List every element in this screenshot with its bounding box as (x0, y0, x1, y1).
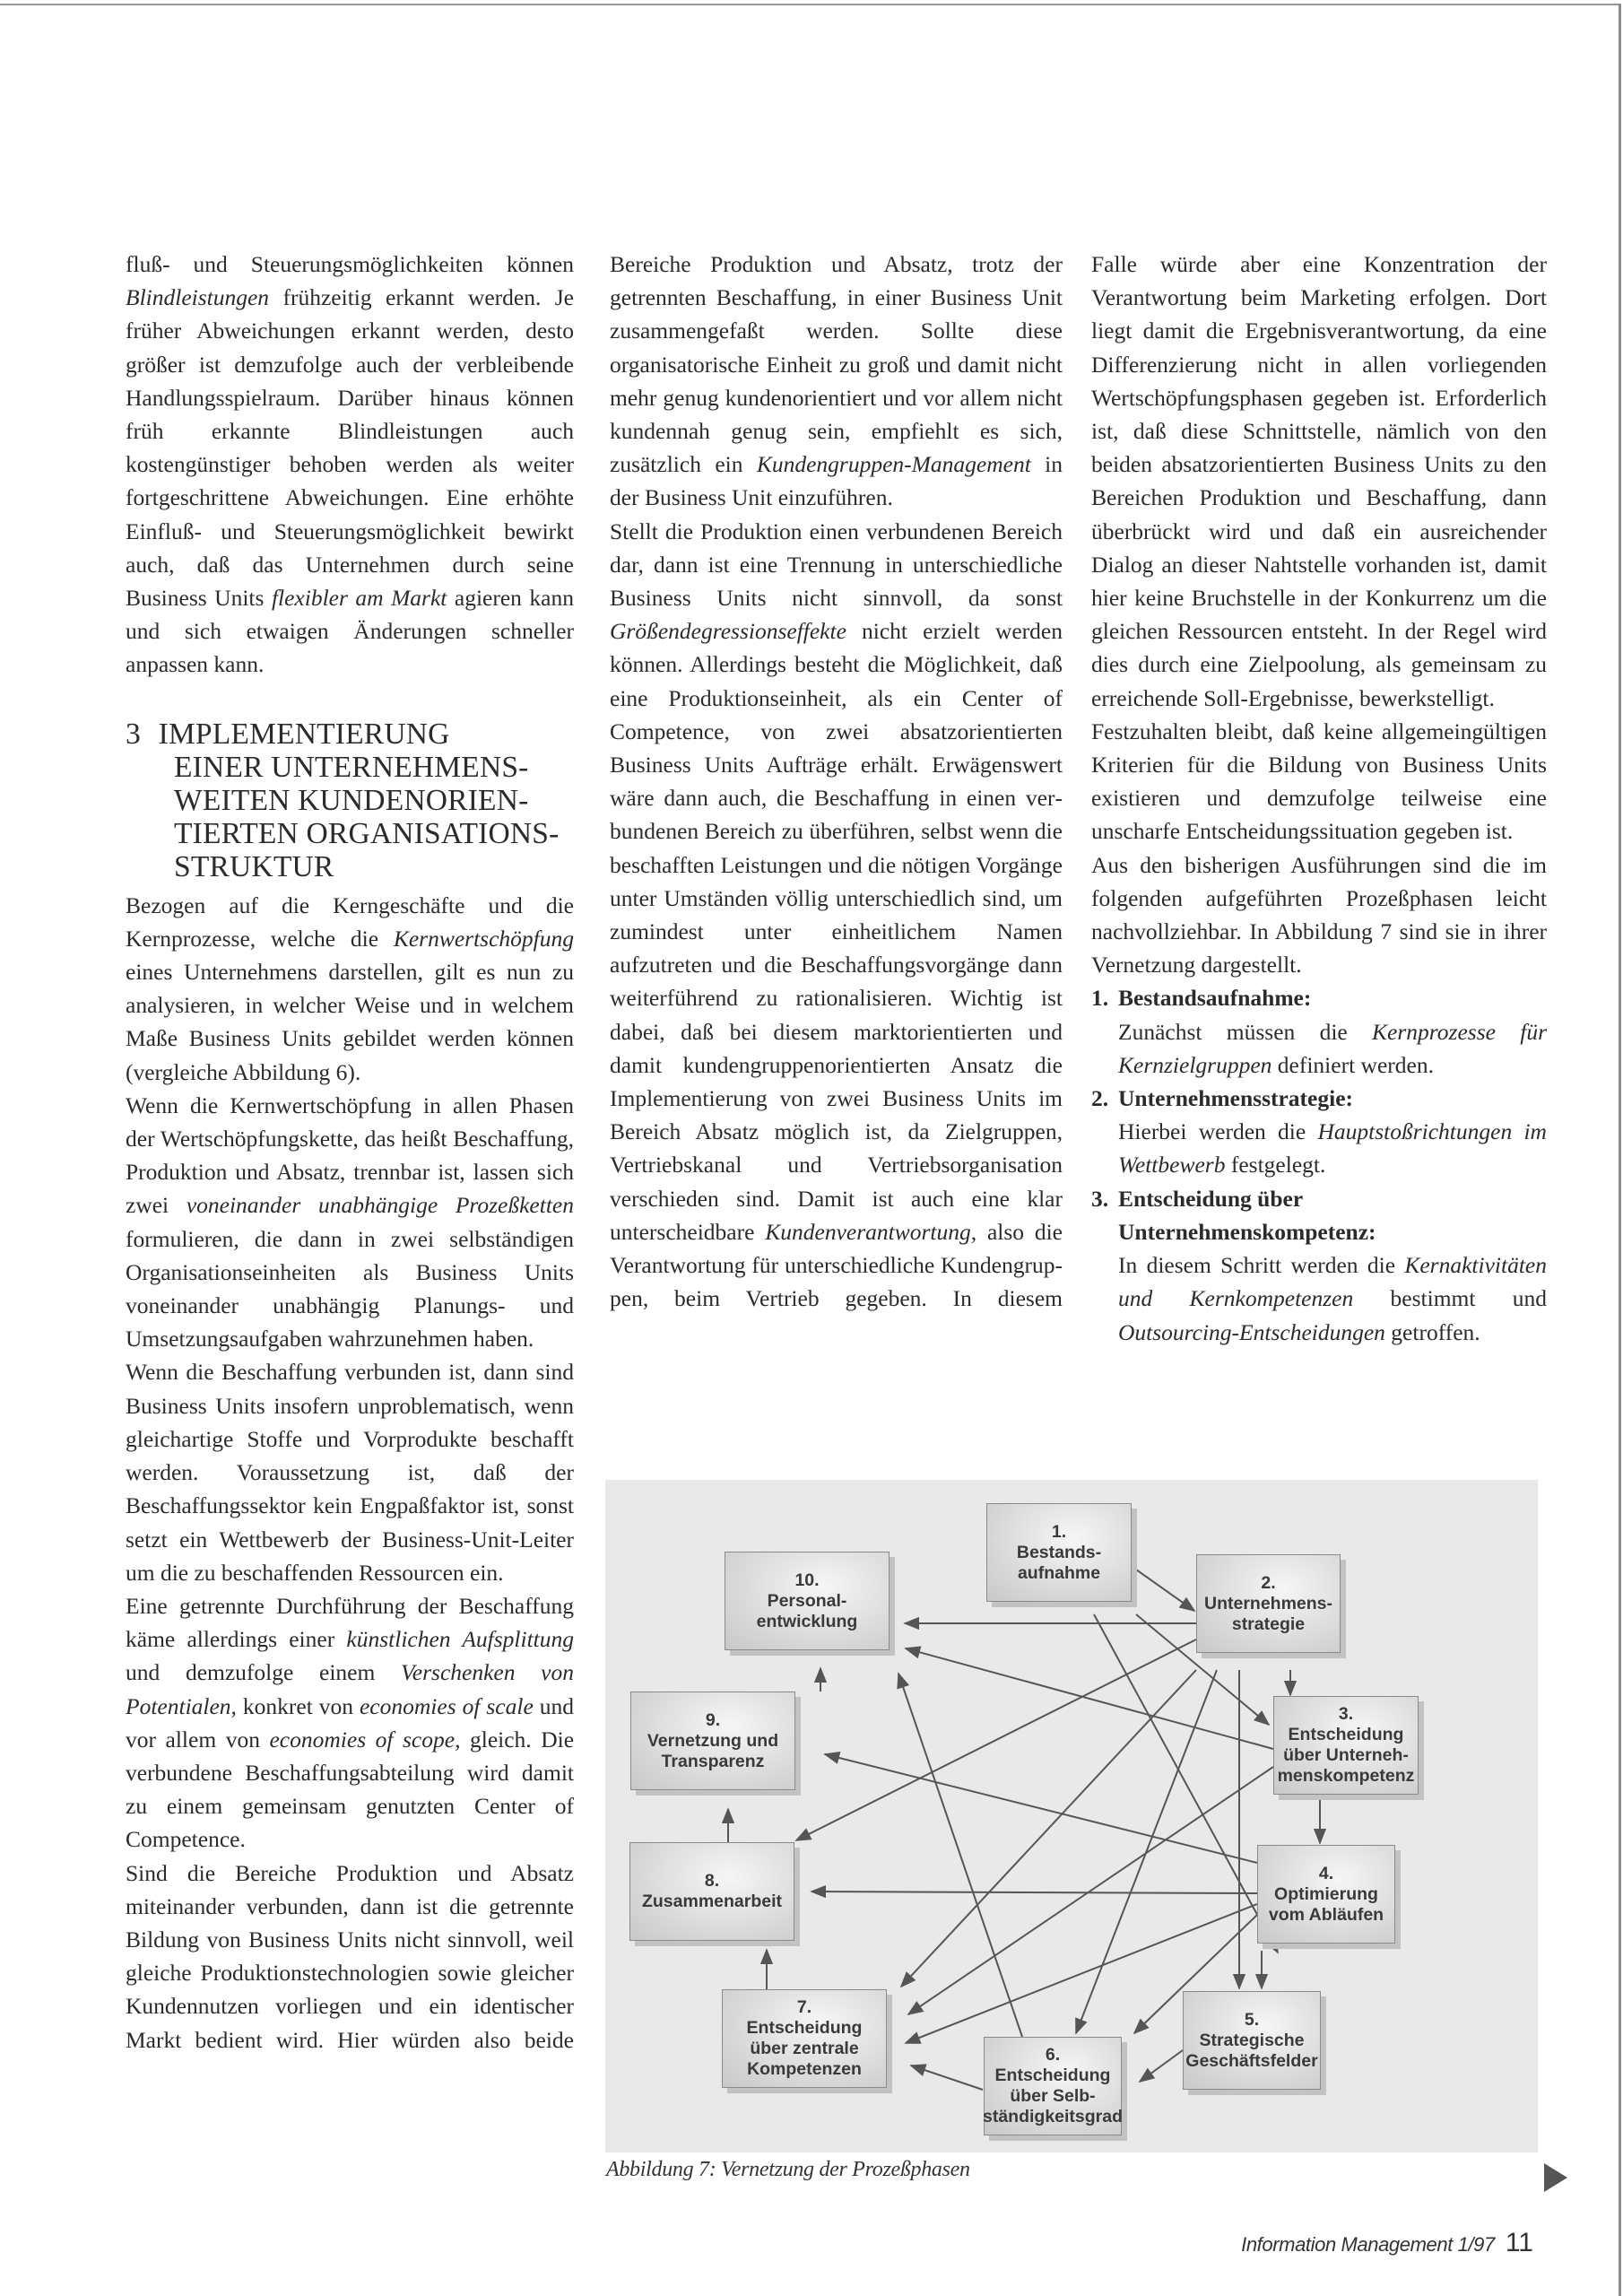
continue-arrow-icon (1544, 2163, 1567, 2192)
node-label: Transparenz (661, 1751, 765, 1771)
node-label: strategie (1231, 1613, 1306, 1634)
text: bestimmt und (1353, 1285, 1547, 1312)
text: In diesem Schritt werden die (1118, 1252, 1405, 1279)
emphasis: Hauptstoßrichtungen im Wettbewerb (1118, 1118, 1547, 1178)
paragraph (610, 248, 1063, 515)
edge-6-10 (898, 1674, 1022, 2037)
paragraph (126, 1589, 574, 1857)
list-item (1091, 981, 1547, 1082)
emphasis: Kernprozesse für Kernzielgruppen (1118, 1018, 1547, 1078)
phase-node-4 (1257, 1845, 1395, 1944)
phase-node-1 (986, 1503, 1132, 1602)
node-number: 1. (1051, 1521, 1067, 1542)
page-edge-right (1619, 4, 1621, 2296)
text: Stellt die Produktion einen verbundenen Bereich dar, dann ist eine Trennung in unterschiedliche Business Units nicht sinnvoll, da sonst (610, 517, 1063, 612)
text: formulieren, die dann in zwei selbständigen Organisationseinheiten als Business Units voneinander unabhängig Planungs- und Umsetzungsaufgaben wahrzunehmen haben. (126, 1225, 574, 1352)
text: Eine getrennte Durchführung der Beschaffung käme allerdings einer (126, 1592, 574, 1653)
phase-node-8 (629, 1842, 794, 1941)
phase-node-2 (1196, 1554, 1341, 1653)
edge-3-10 (906, 1648, 1273, 1749)
list-number: 2. (1091, 1085, 1109, 1112)
paragraph: Festzuhalten bleibt, daß keine allgemeingültigen Kriterien für die Bildung von Business Units existieren und demzufolge teilweise eine unscharfe Entscheidungssituation gegeben ist. (1091, 718, 1547, 845)
emphasis: flexibler am Markt (271, 585, 447, 612)
text: und vor allem von (126, 1692, 574, 1752)
section-number: 3 (126, 717, 141, 751)
node-label: Entscheidung (746, 2018, 863, 2038)
list-item (1091, 1182, 1547, 1349)
edge-5-6 (1140, 2050, 1183, 2082)
node-label: aufnahme (1017, 1562, 1101, 1583)
text: Hierbei werden die (1118, 1118, 1318, 1145)
list-item-body (1091, 1115, 1547, 1181)
phase-node-7 (722, 1989, 887, 2088)
emphasis: economies of scale (359, 1692, 534, 1719)
node-label: Strategische (1199, 2030, 1305, 2050)
heading-line (126, 718, 574, 751)
page-number: 11 (1505, 2228, 1533, 2257)
list-item-body (1091, 1248, 1547, 1349)
middle-column (610, 248, 1063, 1316)
page-footer (1241, 2228, 1533, 2258)
node-number: 3. (1338, 1704, 1354, 1724)
node-label: Bestands- (1016, 1542, 1102, 1562)
text: festgelegt. (1225, 1152, 1326, 1178)
paragraph: Aus den bisherigen Ausführungen sind die im folgenden aufgeführten Prozeßphasen leicht nachvollziehbar. In Abbildung 7 sind sie in ihrer Vernetzung dargestellt. (1091, 851, 1547, 978)
text: getroffen. (1384, 1318, 1480, 1345)
process-phase-list (1091, 981, 1547, 1348)
paragraph: Wenn die Beschaffung verbunden ist, dann sind Business Units insofern unproblematisch, wenn gleichartige Stoffe und Vorprodukte beschafft werden. Voraussetzung ist, daß der Beschaffungssektor kein Engpaßfaktor ist, sonst setzt ein Wettbewerb der Business-Unit-Leiter um die zu beschaffenden Ressourcen ein. (126, 1359, 574, 1586)
heading-line: TIERTEN ORGANISATIONS- (174, 816, 560, 850)
node-label: Geschäftsfelder (1185, 2050, 1318, 2071)
node-label: über zentrale (750, 2039, 859, 2058)
list-number: 3. (1091, 1185, 1109, 1212)
node-label: Entscheidung (1288, 1725, 1404, 1744)
emphasis: Outsourcing-Entscheidungen (1118, 1318, 1385, 1345)
node-number: 2. (1261, 1572, 1276, 1593)
phase-node-9 (630, 1692, 795, 1790)
emphasis: Kernaktivitäten und Kernkompetenzen (1118, 1252, 1547, 1312)
phase-node-5 (1183, 1991, 1321, 2090)
list-title-text: Unternehmensstrategie: (1118, 1085, 1354, 1112)
edge-4-9 (825, 1754, 1257, 1863)
text: nicht erzielt werden können. Allerdings besteht die Möglichkeit, daß eine Produktionseinheit, als ein Center of Competence, von zwei absatzorientierten Business Units Aufträge erhält. Erwägenswert wäre dann auch, die Beschaffung in einen verbundenen Bereich zu überführen, selbst wenn die beschafften Leistungen und die nötigen Vorgänge unter Umständen völlig unterschiedlich sind, um zumindest unter einheitlichem Namen aufzutreten und die Beschaffungsvorgänge dann weiterführend zu rationalisieren. Wichtig ist dabei, daß bei diesem marktorientierten und damit kundengruppenorientierten Ansatz die Implementierung von zwei Business Units im Bereich Absatz möglich ist, da Zielgruppen, Vertriebskanal und Vertriebsorganisation verschieden sind. Damit ist auch eine klar unterscheidbare (610, 618, 1063, 1245)
heading-line: EINER UNTERNEHMENS- (174, 750, 529, 784)
text: fluß- und Steuerungsmöglichkeiten können (126, 251, 574, 277)
text: eines Unternehmens darstellen, gilt es nun zu analysieren, in welcher Weise und in welchem Maße Business Units gebildet werden können (vergleiche Abbildung 6). (126, 959, 574, 1085)
node-label: über Unterneh- (1283, 1745, 1409, 1765)
right-column (1091, 248, 1547, 1349)
phase-node-10 (725, 1552, 890, 1650)
edge-2-8 (796, 1639, 1196, 1840)
list-item-title (1091, 1082, 1547, 1115)
process-network-diagram (605, 1480, 1538, 2152)
figure-caption: Abbildung 7: Vernetzung der Prozeßphasen (606, 2158, 970, 2181)
emphasis: Verschenken von Potentialen, (126, 1659, 574, 1719)
paragraph: Falle würde aber eine Konzentration der Verantwortung beim Marketing erfolgen. Dort liegt damit die Ergebnisverantwortung, da eine Differenzierung nicht in allen vorliegenden Wertschöpfungsphasen gegeben ist. Erforderlich ist, daß diese Schnittstelle, nämlich von den beiden absatzorientierten Business Units zu den Bereichen Produktion und Beschaffung, dann überbrückt wird und daß ein ausreichender Dialog an dieser Nahtstelle vorhanden ist, damit hier keine Bruchstelle in der Konkurrenz um die gleichen Ressourcen entsteht. In der Regel wird dies durch eine Zielpoolung, als gemeinsam zu erreichende Soll-Ergebnisse, bewerkstelligt. (1091, 251, 1547, 711)
node-number: 6. (1045, 2045, 1061, 2065)
edge-4-8 (812, 1892, 1257, 1893)
text: gleich. Die verbundene Beschaffungsabteilung wird damit zu einem gemeinsam genutzten Center of Competence. (126, 1726, 575, 1853)
text: definiert werden. (1271, 1051, 1434, 1078)
section-heading (126, 718, 574, 883)
node-number: 8. (704, 1871, 720, 1891)
node-number: 5. (1244, 2009, 1260, 2030)
edge-3-7 (908, 1767, 1273, 2014)
edge-1-2 (1136, 1570, 1194, 1611)
node-label: vom Abläufen (1268, 1904, 1384, 1925)
node-label: Unternehmens- (1203, 1593, 1333, 1613)
text: Wenn die Kernwertschöpfung in allen Phasen der Wertschöpfungskette, das heißt Beschaffung, Produktion und Absatz, trennbar ist, lassen sich zwei (126, 1091, 574, 1219)
text: Bezogen auf die Kerngeschäfte und die Kernprozesse, welche die (126, 891, 574, 952)
node-label: Entscheidung (994, 2066, 1111, 2085)
node-label: Optimierung (1274, 1883, 1378, 1904)
emphasis: Blindleistungen (126, 284, 270, 311)
node-number: 10. (794, 1570, 820, 1590)
emphasis: voneinander unabhängige Prozeßketten (186, 1192, 574, 1219)
node-label: Personal- (767, 1590, 847, 1611)
text: Zunächst müssen die (1118, 1018, 1373, 1045)
list-item (1091, 1082, 1547, 1182)
edge-6-7 (911, 2066, 983, 2090)
node-label: Vernetzung und (647, 1730, 779, 1751)
text: in der Business Unit einzuführen. (610, 451, 1063, 511)
node-label: ständigkeitsgrad (982, 2107, 1124, 2126)
node-label: Zusammenarbeit (641, 1892, 783, 1911)
emphasis: Kernwertschöpfung (393, 925, 574, 952)
node-label: über Selb- (1010, 2086, 1096, 2106)
phase-node-3 (1273, 1696, 1419, 1795)
list-title-text: Bestandsaufnahme: (1118, 985, 1312, 1012)
paragraph: Sind die Bereiche Produktion und Absatz miteinander verbunden, dann ist die getrennte Bildung von Business Units nicht sinnvoll, weil gleiche Produktionstechnologien sowie gleicher Kundennutzen vorliegen und ein identischer Markt bedient wird. Hier würden also beide (126, 1859, 574, 2053)
list-title-text: Entscheidung über (1118, 1185, 1304, 1212)
node-number: 9. (705, 1709, 721, 1730)
left-column (126, 248, 574, 2057)
node-label: entwicklung (756, 1611, 858, 1631)
node-number: 7. (796, 1997, 812, 2017)
emphasis: economies of scope, (269, 1726, 461, 1752)
text: und demzufolge einem (126, 1659, 402, 1686)
edge-2-7 (901, 1670, 1196, 1987)
emphasis: Größendegressionseffekte (610, 618, 846, 645)
text: Bereiche Produktion und Absatz, trotz der getrennten Beschaffung, in einer Business Unit zusammengefaßt werden. Sollte diese organisatorische Einheit zu groß und damit nicht mehr genug kundenorientiert und vor allem nicht kundennah genug sein, empfiehlt es sich, zusätzlich ein (610, 251, 1063, 478)
node-label: Kompetenzen (747, 2059, 862, 2079)
emphasis: künstlichen Aufsplittung (346, 1626, 574, 1653)
list-item-title (1091, 1182, 1547, 1215)
list-number: 1. (1091, 985, 1109, 1012)
paragraph (126, 248, 574, 682)
phase-node-6 (984, 2037, 1122, 2135)
journal-name: Information Management 1/97 (1241, 2233, 1495, 2256)
paragraph (126, 889, 574, 1089)
list-title-continuation: Unternehmenskompetenz: (1118, 1218, 1376, 1245)
heading-text: IMPLEMENTIERUNG (158, 717, 450, 751)
text: agieren kann und sich etwaigen Änderungen schneller anpassen kann. (126, 585, 574, 678)
heading-line: STRUKTUR (174, 849, 334, 883)
page-edge-top (0, 4, 1619, 5)
emphasis: Kundengruppen-Management (756, 451, 1031, 478)
text: konkret von (236, 1692, 360, 1719)
emphasis: Kundenverantwortung, (765, 1218, 977, 1245)
text: also die Verantwortung für unterschiedliche Kundengruppen, beim Vertrieb gegeben. In diesem (610, 1218, 1063, 1312)
paragraph (610, 515, 1063, 1316)
text: frühzeitig erkannt werden. Je früher Abweichungen erkannt werden, desto größer ist demzufolge auch der verbleibende Handlungsspielraum. Darüber hinaus können früh erkannte Blindleistungen auch kostengünstiger behoben werden als weiter fortgeschrittene Abweichungen. Eine erhöhte Einfluß- und Steuerungsmöglichkeit bewirkt auch, daß das Unternehmen durch seine Business Units (126, 284, 574, 612)
heading-line: WEITEN KUNDENORIEN- (174, 783, 529, 817)
list-item-title (1091, 981, 1547, 1014)
node-label: menskompetenz (1277, 1766, 1415, 1786)
node-number: 4. (1318, 1863, 1334, 1883)
paragraph (126, 1089, 574, 1356)
list-item-body (1091, 1015, 1547, 1082)
